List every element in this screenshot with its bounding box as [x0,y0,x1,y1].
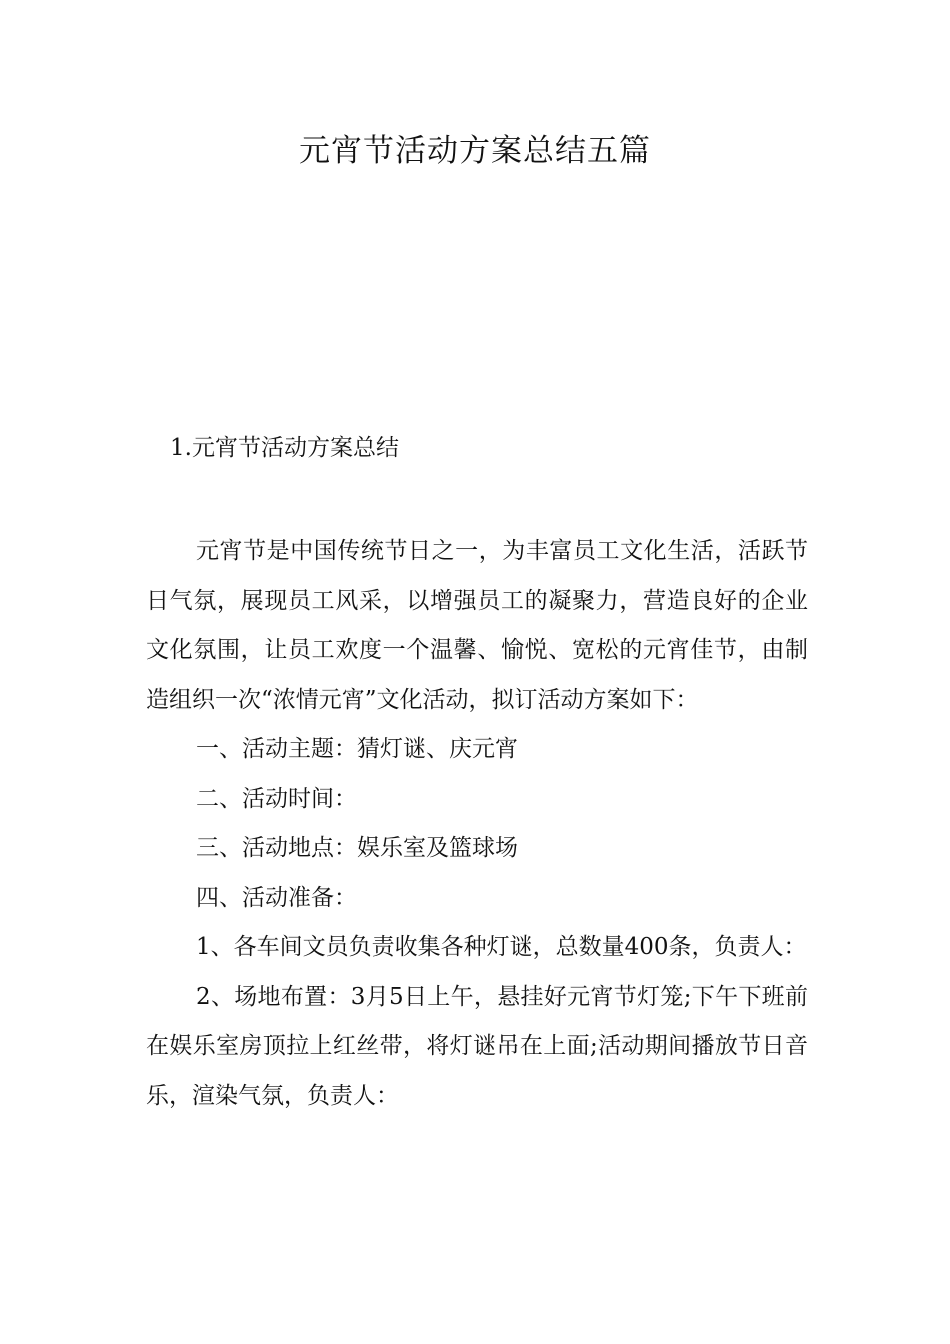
paragraph-location: 三、活动地点：娱乐室及篮球场 [196,835,518,861]
document-title: 元宵节活动方案总结五篇 [299,133,651,169]
body-text [146,527,808,1121]
section-heading: 1.元宵节活动方案总结 [170,435,399,461]
paragraph-item-2: 2、场地布置：3月5日上午，悬挂好元宵节灯笼;下午下班前在娱乐室房顶拉上红丝带，将灯谜吊在上面;活动期间播放节日音乐，渲染气氛，负责人： [146,983,808,1109]
paragraph-intro: 元宵节是中国传统节日之一，为丰富员工文化生活，活跃节日气氛，展现员工风采，以增强员工的凝聚力，营造良好的企业文化氛围，让员工欢度一个温馨、愉悦、宽松的元宵佳节，由制造组织一次“浓情元宵”文化活动，拟订活动方案如下： [146,538,808,713]
paragraph-time: 二、活动时间： [196,785,357,812]
paragraph-preparation: 四、活动准备： [196,884,357,911]
paragraph-theme: 一、活动主题：猜灯谜、庆元宵 [196,736,518,762]
paragraph-item-1: 1、各车间文员负责收集各种灯谜，总数量400条，负责人： [196,934,807,960]
